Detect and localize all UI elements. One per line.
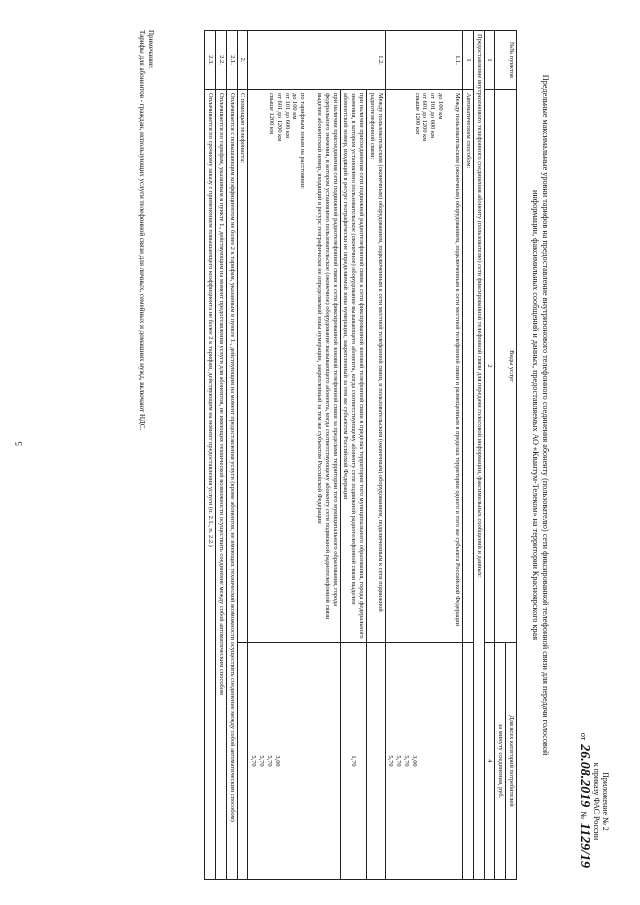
table-row xyxy=(215,31,226,880)
distance-item: от 101 до 600 км xyxy=(429,93,437,139)
tariff-value: 5,70 xyxy=(265,755,273,767)
table-row xyxy=(462,31,473,880)
distance-item: от 101 до 600 км xyxy=(283,93,291,139)
number-prefix: № xyxy=(578,811,588,819)
row-value-empty xyxy=(367,643,386,880)
page-number: 5 xyxy=(14,441,24,446)
header-service: Виды услуг xyxy=(495,90,517,643)
distance-item: до 100 км xyxy=(437,93,445,120)
row-value-empty xyxy=(462,643,473,880)
appendix-label: Приложение № 2 xyxy=(601,772,610,831)
document-title: Предельные максимальные уровни тарифов на предоставление внутризонового телефонного соединения абоненту (пользователю) сети фиксированной телефонной связи для передачи голосовой информации, факсимильных сообщений и данных, предоставляемых АО «Квантум-Телеком» на территории Красноярского края xyxy=(530,74,550,756)
distance-item: до 100 км xyxy=(291,93,299,120)
col-number-1: 1 xyxy=(484,31,495,90)
row-text xyxy=(385,90,462,643)
row-12-sub1-text: при наличии присоединения сети подвижной радиотелефонной связи к сети фиксированной зоновой телефонной связи в пределах территории того муниципального образования, города федерального значения, в котором установлено пользовательское (оконечное) оборудование вызывающего абонента, когда соответствующему абоненту сети подвижной радиотелефонной связи выделен абонентский номер, входящий в ресурс географически не определяемой зоны нумерации, закрепленный за тем же субъектом Российской Федерации xyxy=(340,90,366,643)
handwritten-date: 26.08.2019 xyxy=(576,744,592,808)
header-tariff-top: Для всех категорий потребителей xyxy=(506,643,517,880)
row-num: 2.2. xyxy=(215,31,226,90)
tariff-value: 5,70 xyxy=(395,755,403,767)
tariff-value: 5,70 xyxy=(403,755,411,767)
row-num: 1.1. xyxy=(385,31,462,90)
header-tariff-bottom: за минуту соединения, руб. xyxy=(495,643,506,880)
row-11-text: Между пользовательским (оконечным) оборудованием, подключенным к сети местной телефонной связи и размещенным в пределах территории одного и того же субъекта Российской Федерации xyxy=(453,93,461,627)
notes-text: Тарифы для абонентов - граждан, использующих услуги телефонной связи для личных, семейных и домашних нужд, включают НДС. xyxy=(137,30,146,431)
appendix-block xyxy=(576,733,610,870)
row-num: 2.3. xyxy=(205,31,216,90)
row-12-text: Между пользовательским (оконечным) оборудованием, подключенным к сети местной телефонной связи, и пользовательским (оконечным) оборудованием, подключенным к сети подвижной радиотелефонной связи: xyxy=(367,90,386,643)
section-title: Предоставление внутризонового телефонного соединения абоненту (пользователю) сети фиксированной телефонной связи для передачи голосовой информации, факсимильных сообщений и данных: xyxy=(473,31,484,880)
row-text: С помощью телефониста: xyxy=(237,90,248,643)
col-number-4: 4 xyxy=(484,643,495,880)
row-values xyxy=(248,643,340,880)
row-num: 2.1. xyxy=(226,31,237,90)
appendix-date-line xyxy=(576,733,592,870)
row-values xyxy=(385,643,462,880)
table-row xyxy=(367,31,386,880)
distance-item: от 601 до 1200 км xyxy=(275,93,283,142)
distance-item: свыше 1200 км xyxy=(267,93,275,135)
row-text: Автоматическим способом: xyxy=(462,90,473,643)
table-row xyxy=(340,31,366,880)
table-row xyxy=(205,31,216,880)
row-num: 1 xyxy=(462,31,473,90)
tariff-value: 5,70 xyxy=(250,755,258,767)
row-text xyxy=(248,90,340,643)
row-text: Оплачивается с повышающим коэффициентом не более 2 к тарифам, указанным в пункте 1., действующим на момент предоставления услуги (кроме абонентов, не имеющих технической возможности осуществить соединение между собой автоматическим способом) xyxy=(226,90,237,880)
rotated-document-sheet xyxy=(90,30,610,880)
distance-item: от 601 до 1200 км xyxy=(421,93,429,142)
tariff-value: 3,00 xyxy=(273,755,281,767)
tariff-value: 5,70 xyxy=(387,755,395,767)
table-header-row xyxy=(506,31,517,880)
tariff-value: 1,70 xyxy=(340,643,366,880)
table-row xyxy=(226,31,237,880)
distance-item: свыше 1200 км xyxy=(413,93,421,135)
handwritten-number: 1129/19 xyxy=(576,822,592,868)
notes-block xyxy=(137,30,155,880)
row-text: Оплачивается по тарифам, указанным в пункте 1., действующим на момент предоставления услуги для абонентов, не имеющих технической возможности осуществить соединение между собой автоматическим способом xyxy=(215,90,226,880)
section-title-row xyxy=(473,31,484,880)
tariff-value: 3,00 xyxy=(410,755,418,767)
date-prefix: от xyxy=(578,732,588,741)
row-value-empty xyxy=(237,643,248,880)
zones-lead: по тарифным зонам на расстоянии: xyxy=(299,93,307,189)
header-num: №№ пунктов xyxy=(495,31,517,90)
tariff-value: 5,70 xyxy=(258,755,265,767)
table-row xyxy=(248,31,340,880)
column-number-row xyxy=(484,31,495,880)
tariff-table xyxy=(204,30,517,880)
row-num: 1.2. xyxy=(248,31,385,90)
appendix-order: к приказу ФАС России xyxy=(591,762,601,841)
col-number-2: 2 xyxy=(484,90,495,643)
table-row xyxy=(237,31,248,880)
row-num: 2. xyxy=(237,31,248,90)
notes-label: Примечание: xyxy=(147,30,155,69)
table-row xyxy=(385,31,462,880)
row-text: Оплачивается по срочному заказу с применением повышающего коэффициента не более 2 к тарифам, действующим на момент предоставления услуги (п. 2.1., п. 2.2.) xyxy=(205,90,216,880)
row-12-sub2-text: при наличии присоединения сети подвижной радиотелефонной связи к сети фиксированной зоновой телефонной связи за пределами территории того муниципального образования, города федерального значения, в котором установлено пользовательское (оконечное) оборудование вызывающего абонента, когда соответствующему абоненту сети подвижной радиотелефонной связи выделен абонентский номер, входящий в ресурс географически не определяемой зоны нумерации, закрепленный за тем же субъектом Российской Федерации xyxy=(316,93,339,620)
